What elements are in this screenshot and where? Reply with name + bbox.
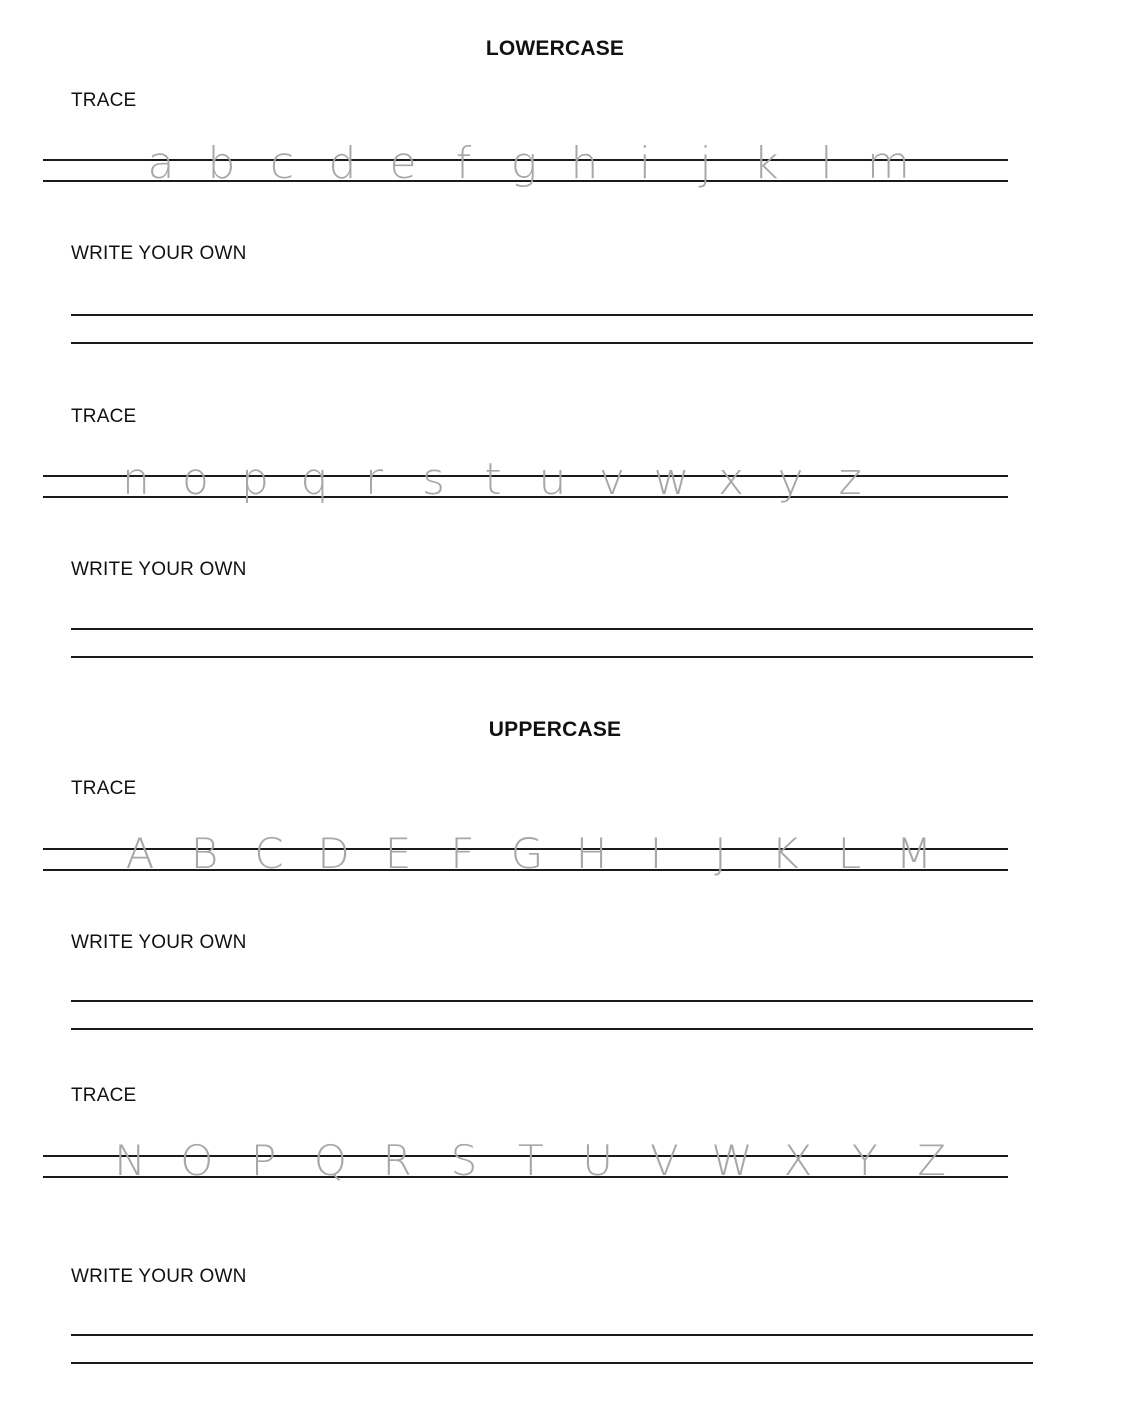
write-label-upper-2: WRITE YOUR OWN	[71, 1266, 247, 1287]
lowercase-heading: LOWERCASE	[485, 37, 625, 60]
trace-letters-upper-2	[43, 1134, 1008, 1194]
write-area-upper-1[interactable]	[71, 1000, 1033, 1040]
uppercase-heading: UPPERCASE	[488, 718, 622, 741]
write-label-upper-1: WRITE YOUR OWN	[71, 932, 247, 953]
trace-letter: D	[317, 829, 350, 878]
trace-letter: u	[538, 454, 567, 505]
write-line-2	[71, 656, 1033, 658]
trace-letter: q	[300, 454, 329, 505]
trace-letter: F	[450, 829, 475, 878]
trace-letter: K	[771, 829, 799, 878]
trace-letter: Y	[851, 1136, 878, 1185]
trace-letters-lower-2	[43, 454, 1008, 514]
write-line-2	[71, 1362, 1033, 1364]
write-line-1	[71, 314, 1033, 316]
trace-letter: X	[783, 1136, 813, 1185]
trace-letter: Q	[313, 1136, 347, 1185]
trace-letter: T	[517, 1136, 544, 1185]
write-line-1	[71, 1334, 1033, 1336]
trace-row-lower-2	[43, 454, 1008, 514]
trace-letter: J	[714, 829, 727, 878]
trace-letter: o	[182, 454, 209, 505]
trace-letter: i	[638, 138, 652, 189]
trace-letter: B	[190, 829, 219, 878]
trace-letter: d	[328, 138, 357, 189]
write-line-2	[71, 1028, 1033, 1030]
trace-letter: N	[114, 1136, 146, 1185]
trace-letter: p	[241, 454, 269, 505]
trace-letter: l	[820, 138, 833, 189]
trace-letter: E	[384, 829, 412, 878]
trace-letter: L	[837, 829, 862, 878]
trace-letter: c	[269, 138, 295, 189]
trace-letter: I	[649, 829, 663, 878]
trace-letters-upper-1	[43, 827, 1008, 887]
trace-letter: k	[753, 138, 779, 189]
trace-letter: t	[484, 454, 502, 505]
trace-letter: S	[450, 1136, 478, 1185]
trace-label-lower-2: TRACE	[71, 406, 137, 427]
trace-letter: y	[777, 454, 804, 505]
write-line-2	[71, 342, 1033, 344]
trace-letter: n	[122, 454, 150, 505]
trace-letter: r	[364, 454, 384, 505]
trace-letters-lower-1	[43, 138, 1008, 198]
trace-letter: j	[699, 138, 712, 189]
trace-row-lower-1	[43, 138, 1008, 198]
trace-letter: h	[570, 138, 599, 189]
write-area-lower-1[interactable]	[71, 314, 1033, 354]
trace-letter: g	[510, 138, 538, 189]
trace-row-upper-2	[43, 1134, 1008, 1194]
trace-letter: v	[598, 454, 626, 505]
trace-label-upper-2: TRACE	[71, 1085, 137, 1106]
trace-row-upper-1	[43, 827, 1008, 887]
trace-letter: G	[510, 829, 544, 878]
trace-label-lower-1: TRACE	[71, 90, 137, 111]
write-line-1	[71, 628, 1033, 630]
trace-letter: M	[895, 829, 933, 878]
trace-letter: Z	[917, 1136, 946, 1185]
write-label-lower-1: WRITE YOUR OWN	[71, 243, 247, 264]
trace-letter: z	[838, 454, 862, 505]
write-area-upper-2[interactable]	[71, 1334, 1033, 1374]
write-area-lower-2[interactable]	[71, 628, 1033, 668]
trace-letter: R	[382, 1136, 412, 1185]
trace-letter: w	[653, 454, 690, 505]
trace-letter: W	[711, 1136, 753, 1185]
trace-letter: s	[422, 454, 445, 505]
trace-letter: b	[207, 138, 236, 189]
trace-letter: P	[250, 1136, 277, 1185]
trace-letter: x	[717, 454, 745, 505]
trace-letter: O	[180, 1136, 214, 1185]
trace-letter: f	[455, 138, 472, 189]
trace-letter: V	[650, 1136, 679, 1185]
trace-letter: m	[867, 138, 910, 189]
trace-label-upper-1: TRACE	[71, 778, 137, 799]
write-line-1	[71, 1000, 1033, 1002]
trace-letter: C	[254, 829, 284, 878]
trace-letter: H	[575, 829, 608, 878]
trace-letter: e	[389, 138, 417, 189]
write-label-lower-2: WRITE YOUR OWN	[71, 559, 247, 580]
trace-letter: U	[582, 1136, 613, 1185]
trace-letter: a	[147, 138, 175, 189]
trace-letter: A	[125, 829, 155, 878]
